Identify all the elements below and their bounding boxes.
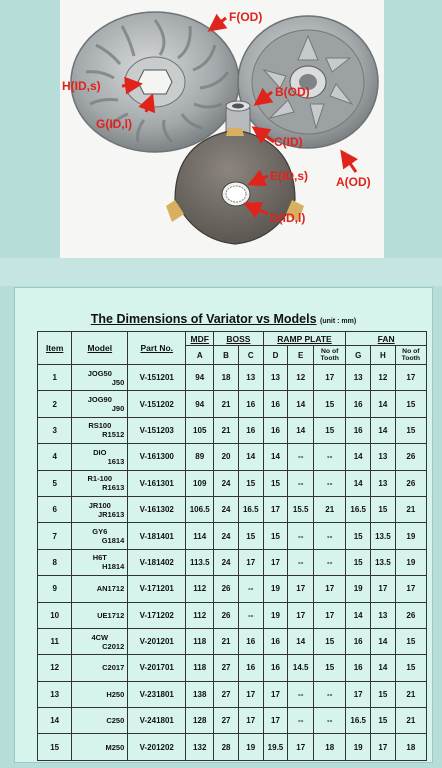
value-cell-t1: -- — [314, 470, 346, 496]
value-cell-e: -- — [288, 681, 314, 707]
table-title — [15, 312, 432, 326]
value-cell-b: 21 — [214, 628, 239, 654]
value-cell-g: 14 — [346, 470, 371, 496]
item-cell: 10 — [38, 602, 72, 628]
col-model: Model — [72, 332, 128, 365]
value-cell-c: 15 — [238, 470, 263, 496]
value-cell-t1: 21 — [314, 496, 346, 522]
value-cell-e: -- — [288, 523, 314, 549]
unit-note: (unit : mm) — [320, 318, 357, 325]
model-line-2: C250 — [106, 716, 125, 726]
value-cell-d: 19.5 — [263, 734, 288, 760]
col-no-of-tooth-fan: No of Tooth — [395, 346, 426, 365]
label-a: A(OD) — [336, 175, 371, 189]
value-cell-b: 26 — [214, 576, 239, 602]
value-cell-d: 15 — [263, 470, 288, 496]
model-line-1: JOG50 — [87, 368, 112, 378]
value-cell-a: 128 — [186, 708, 214, 734]
model-cell — [72, 602, 128, 628]
model-cell — [72, 523, 128, 549]
part-no-cell: V-161300 — [128, 444, 186, 470]
item-cell: 12 — [38, 655, 72, 681]
value-cell-g: 16.5 — [346, 496, 371, 522]
model-cell — [72, 576, 128, 602]
value-cell-c: 17 — [238, 549, 263, 575]
model-line-2: C2017 — [102, 663, 125, 673]
value-cell-t1: -- — [314, 681, 346, 707]
model-cell — [72, 444, 128, 470]
table-row — [38, 628, 427, 654]
value-cell-t2: 19 — [395, 523, 426, 549]
part-no-cell: V-151203 — [128, 417, 186, 443]
table-row — [38, 602, 427, 628]
model-cell — [72, 681, 128, 707]
value-cell-c: -- — [238, 576, 263, 602]
value-cell-e: -- — [288, 470, 314, 496]
value-cell-t2: 21 — [395, 681, 426, 707]
model-line-2: JR1613 — [97, 509, 125, 519]
value-cell-a: 113.5 — [186, 549, 214, 575]
value-cell-h: 14 — [371, 391, 396, 417]
value-cell-h: 17 — [371, 734, 396, 760]
model-cell — [72, 628, 128, 654]
col-g: G — [346, 346, 371, 365]
model-line-2: H250 — [106, 689, 125, 699]
value-cell-t1: -- — [314, 523, 346, 549]
label-g: G(ID,l) — [96, 117, 132, 131]
label-b: B(OD) — [275, 85, 310, 99]
part-no-cell: V-151202 — [128, 391, 186, 417]
value-cell-c: -- — [238, 602, 263, 628]
group-fan: FAN — [346, 332, 427, 346]
label-d: D(ID,l) — [270, 211, 306, 225]
value-cell-b: 18 — [214, 365, 239, 391]
value-cell-h: 13 — [371, 602, 396, 628]
model-cell — [72, 708, 128, 734]
value-cell-d: 17 — [263, 549, 288, 575]
value-cell-c: 14 — [238, 444, 263, 470]
value-cell-c: 16 — [238, 417, 263, 443]
value-cell-c: 16 — [238, 628, 263, 654]
table-row — [38, 734, 427, 760]
model-line-2: R1512 — [102, 430, 125, 440]
group-boss: BOSS — [214, 332, 263, 346]
value-cell-h: 13 — [371, 470, 396, 496]
part-no-cell: V-161302 — [128, 496, 186, 522]
value-cell-b: 24 — [214, 496, 239, 522]
value-cell-g: 17 — [346, 681, 371, 707]
model-line-1: R1-100 — [87, 474, 113, 484]
value-cell-g: 16 — [346, 628, 371, 654]
table-body — [38, 365, 427, 761]
part-no-cell: V-181401 — [128, 523, 186, 549]
table-row — [38, 470, 427, 496]
item-cell: 11 — [38, 628, 72, 654]
table-row — [38, 523, 427, 549]
value-cell-d: 17 — [263, 681, 288, 707]
value-cell-t2: 17 — [395, 365, 426, 391]
value-cell-b: 20 — [214, 444, 239, 470]
item-cell: 2 — [38, 391, 72, 417]
value-cell-t1: 17 — [314, 602, 346, 628]
value-cell-a: 114 — [186, 523, 214, 549]
value-cell-d: 16 — [263, 628, 288, 654]
value-cell-t2: 19 — [395, 549, 426, 575]
item-cell: 15 — [38, 734, 72, 760]
dimensions-table — [37, 331, 427, 761]
value-cell-b: 27 — [214, 708, 239, 734]
part-no-cell: V-181402 — [128, 549, 186, 575]
value-cell-c: 17 — [238, 708, 263, 734]
model-line-2: AN1712 — [96, 584, 125, 594]
model-cell — [72, 417, 128, 443]
model-line-2: H1814 — [102, 562, 125, 572]
value-cell-b: 27 — [214, 681, 239, 707]
value-cell-h: 13.5 — [371, 549, 396, 575]
item-cell: 6 — [38, 496, 72, 522]
value-cell-h: 15 — [371, 681, 396, 707]
col-e: E — [288, 346, 314, 365]
table-row — [38, 417, 427, 443]
section-divider — [0, 258, 442, 286]
label-c: C(ID) — [274, 135, 303, 149]
value-cell-a: 109 — [186, 470, 214, 496]
value-cell-a: 118 — [186, 655, 214, 681]
value-cell-a: 106.5 — [186, 496, 214, 522]
value-cell-h: 14 — [371, 655, 396, 681]
value-cell-t1: 17 — [314, 576, 346, 602]
value-cell-t1: -- — [314, 708, 346, 734]
value-cell-g: 14 — [346, 444, 371, 470]
col-c: C — [238, 346, 263, 365]
value-cell-e: 14.5 — [288, 655, 314, 681]
value-cell-e: 15.5 — [288, 496, 314, 522]
model-line-2: UE1712 — [97, 610, 125, 620]
item-cell: 14 — [38, 708, 72, 734]
value-cell-b: 21 — [214, 417, 239, 443]
variator-illustration — [60, 0, 384, 258]
value-cell-t2: 17 — [395, 576, 426, 602]
value-cell-b: 24 — [214, 523, 239, 549]
value-cell-e: 14 — [288, 391, 314, 417]
value-cell-d: 16 — [263, 417, 288, 443]
model-cell — [72, 549, 128, 575]
value-cell-t1: 17 — [314, 365, 346, 391]
value-cell-t2: 26 — [395, 444, 426, 470]
part-no-cell: V-241801 — [128, 708, 186, 734]
table-row — [38, 496, 427, 522]
label-h: H(ID,s) — [62, 79, 101, 93]
value-cell-a: 138 — [186, 681, 214, 707]
value-cell-t1: 15 — [314, 628, 346, 654]
item-cell: 4 — [38, 444, 72, 470]
table-row — [38, 365, 427, 391]
model-cell — [72, 734, 128, 760]
value-cell-e: 14 — [288, 417, 314, 443]
value-cell-a: 105 — [186, 417, 214, 443]
part-no-cell: V-201701 — [128, 655, 186, 681]
item-cell: 13 — [38, 681, 72, 707]
value-cell-h: 17 — [371, 576, 396, 602]
value-cell-d: 14 — [263, 444, 288, 470]
model-line-1: H6T — [92, 553, 107, 563]
model-line-2: J50 — [111, 377, 125, 387]
value-cell-e: -- — [288, 549, 314, 575]
value-cell-d: 19 — [263, 576, 288, 602]
value-cell-d: 16 — [263, 391, 288, 417]
value-cell-t2: 15 — [395, 628, 426, 654]
value-cell-h: 13.5 — [371, 523, 396, 549]
model-line-1: GY6 — [92, 527, 108, 537]
value-cell-e: -- — [288, 708, 314, 734]
part-no-cell: V-201201 — [128, 628, 186, 654]
model-cell — [72, 470, 128, 496]
value-cell-c: 19 — [238, 734, 263, 760]
drive-face — [238, 16, 378, 148]
part-no-cell: V-161301 — [128, 470, 186, 496]
variator-photo — [60, 0, 384, 258]
item-cell: 3 — [38, 417, 72, 443]
value-cell-c: 13 — [238, 365, 263, 391]
value-cell-h: 15 — [371, 496, 396, 522]
value-cell-h: 14 — [371, 417, 396, 443]
model-line-2: R1613 — [102, 483, 125, 493]
part-no-cell: V-171202 — [128, 602, 186, 628]
value-cell-d: 17 — [263, 496, 288, 522]
col-item: Item — [38, 332, 72, 365]
value-cell-a: 94 — [186, 391, 214, 417]
model-line-1: JR100 — [88, 500, 111, 510]
value-cell-c: 16.5 — [238, 496, 263, 522]
value-cell-e: 12 — [288, 365, 314, 391]
model-line-1: RS100 — [88, 421, 112, 431]
value-cell-g: 16 — [346, 417, 371, 443]
value-cell-c: 15 — [238, 523, 263, 549]
value-cell-t2: 15 — [395, 417, 426, 443]
value-cell-c: 17 — [238, 681, 263, 707]
value-cell-g: 16 — [346, 655, 371, 681]
col-part-no: Part No. — [128, 332, 186, 365]
value-cell-t2: 21 — [395, 708, 426, 734]
value-cell-e: 17 — [288, 602, 314, 628]
value-cell-a: 89 — [186, 444, 214, 470]
model-line-2: C2012 — [102, 641, 125, 651]
value-cell-a: 132 — [186, 734, 214, 760]
model-cell — [72, 655, 128, 681]
model-line-1: 4CW — [91, 632, 109, 642]
value-cell-e: 14 — [288, 628, 314, 654]
table-row — [38, 444, 427, 470]
item-cell: 1 — [38, 365, 72, 391]
col-h: H — [371, 346, 396, 365]
model-line-2: J90 — [111, 404, 125, 414]
value-cell-d: 17 — [263, 708, 288, 734]
table-row — [38, 708, 427, 734]
table-row — [38, 549, 427, 575]
value-cell-t2: 26 — [395, 602, 426, 628]
item-cell: 9 — [38, 576, 72, 602]
value-cell-g: 13 — [346, 365, 371, 391]
value-cell-h: 15 — [371, 708, 396, 734]
value-cell-t2: 21 — [395, 496, 426, 522]
part-no-cell: V-231801 — [128, 681, 186, 707]
model-line-2: G1814 — [101, 536, 125, 546]
value-cell-d: 16 — [263, 655, 288, 681]
value-cell-b: 24 — [214, 549, 239, 575]
model-cell — [72, 496, 128, 522]
model-line-1: DIO — [93, 447, 107, 457]
value-cell-e: 17 — [288, 734, 314, 760]
table-row — [38, 681, 427, 707]
value-cell-g: 15 — [346, 549, 371, 575]
item-cell: 7 — [38, 523, 72, 549]
model-line-2: M250 — [105, 742, 125, 752]
value-cell-b: 21 — [214, 391, 239, 417]
value-cell-t1: 15 — [314, 655, 346, 681]
col-no-of-tooth-ramp: No of Tooth — [314, 346, 346, 365]
model-cell — [72, 391, 128, 417]
value-cell-c: 16 — [238, 655, 263, 681]
value-cell-h: 13 — [371, 444, 396, 470]
col-b: B — [214, 346, 239, 365]
dimensions-panel — [14, 287, 433, 763]
value-cell-b: 26 — [214, 602, 239, 628]
label-f: F(OD) — [229, 10, 263, 24]
value-cell-t1: 15 — [314, 391, 346, 417]
value-cell-t1: -- — [314, 549, 346, 575]
model-cell — [72, 365, 128, 391]
value-cell-t2: 15 — [395, 655, 426, 681]
value-cell-a: 94 — [186, 365, 214, 391]
value-cell-t1: -- — [314, 444, 346, 470]
value-cell-t2: 15 — [395, 391, 426, 417]
value-cell-h: 12 — [371, 365, 396, 391]
value-cell-g: 16 — [346, 391, 371, 417]
value-cell-g: 16.5 — [346, 708, 371, 734]
group-mdf: MDF — [186, 332, 214, 346]
value-cell-g: 14 — [346, 602, 371, 628]
value-cell-g: 15 — [346, 523, 371, 549]
value-cell-t1: 15 — [314, 417, 346, 443]
value-cell-a: 118 — [186, 628, 214, 654]
value-cell-e: -- — [288, 444, 314, 470]
model-line-2: 1613 — [107, 456, 125, 466]
value-cell-t1: 18 — [314, 734, 346, 760]
value-cell-h: 14 — [371, 628, 396, 654]
part-no-cell: V-171201 — [128, 576, 186, 602]
part-no-cell: V-151201 — [128, 365, 186, 391]
table-row — [38, 576, 427, 602]
value-cell-a: 112 — [186, 576, 214, 602]
table-title-text: The Dimensions of Variator vs Models — [90, 312, 317, 326]
table-row — [38, 391, 427, 417]
item-cell: 5 — [38, 470, 72, 496]
value-cell-d: 13 — [263, 365, 288, 391]
col-d: D — [263, 346, 288, 365]
value-cell-g: 19 — [346, 576, 371, 602]
value-cell-b: 27 — [214, 655, 239, 681]
item-cell: 8 — [38, 549, 72, 575]
value-cell-a: 112 — [186, 602, 214, 628]
value-cell-e: 17 — [288, 576, 314, 602]
value-cell-t2: 18 — [395, 734, 426, 760]
value-cell-d: 15 — [263, 523, 288, 549]
value-cell-t2: 26 — [395, 470, 426, 496]
value-cell-c: 16 — [238, 391, 263, 417]
value-cell-g: 19 — [346, 734, 371, 760]
col-a: A — [186, 346, 214, 365]
table-row — [38, 655, 427, 681]
value-cell-b: 28 — [214, 734, 239, 760]
part-no-cell: V-201202 — [128, 734, 186, 760]
label-e: E(ID,s) — [270, 169, 309, 183]
model-line-1: JOG90 — [87, 395, 112, 405]
value-cell-d: 19 — [263, 602, 288, 628]
value-cell-b: 24 — [214, 470, 239, 496]
group-ramp-plate: RAMP PLATE — [263, 332, 346, 346]
